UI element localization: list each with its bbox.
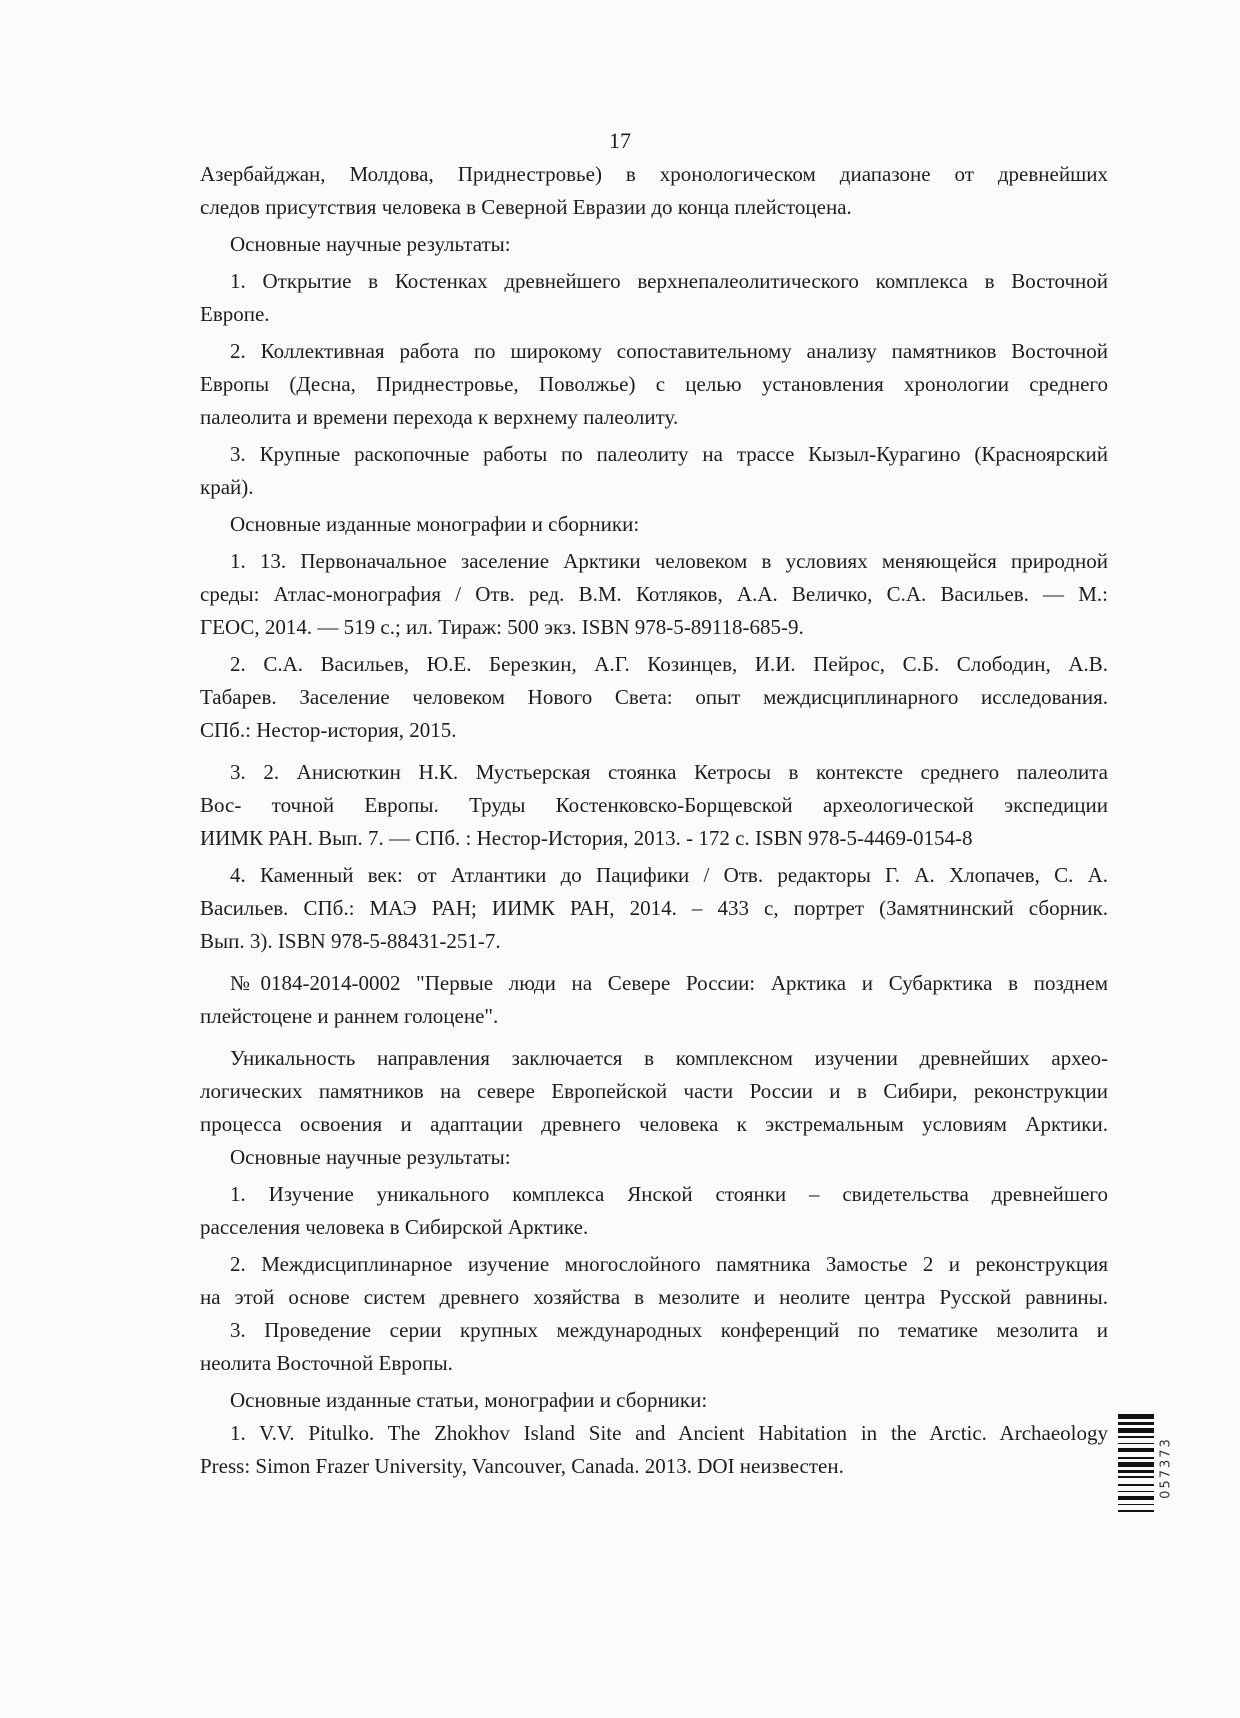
list-item-line: 3. Крупные раскопочные работы по палеолиту на трассе Кызыл-Курагино (Красноярский: [230, 442, 1108, 466]
paragraph-line: следов присутствия человека в Северной Евразии до конца плейстоцена.: [200, 195, 852, 219]
list-item-line: расселения человека в Сибирской Арктике.: [200, 1215, 589, 1239]
section-heading: Основные изданные монографии и сборники:: [230, 512, 640, 536]
barcode-bar: [1118, 1428, 1154, 1433]
barcode-bar: [1118, 1422, 1154, 1425]
paragraph-line: процесса освоения и адаптации древнего человека к экстремальным условиям Арктики.: [200, 1112, 1108, 1136]
paragraph-line: Уникальность направления заключается в комплексном изучении древнейших архео-: [230, 1046, 1108, 1070]
barcode-bar: [1118, 1504, 1154, 1506]
list-item-line: 1. Открытие в Костенках древнейшего верхнепалеолитического комплекса в Восточной: [230, 269, 1108, 293]
barcode-bar: [1118, 1484, 1154, 1486]
paragraph-line: Азербайджан, Молдова, Приднестровье) в хронологическом диапазоне от древнейших: [200, 162, 1108, 186]
section-heading: Основные изданные статьи, монографии и сборники:: [230, 1388, 708, 1412]
list-item-line: палеолита и времени перехода к верхнему палеолиту.: [200, 405, 679, 429]
barcode-bar: [1118, 1414, 1154, 1419]
bibliography-line: Васильев. СПб.: МАЭ РАН; ИИМК РАН, 2014. – 433 с, портрет (Замятнинский сборник.: [200, 896, 1108, 920]
bibliography-line: 3. 2. Анисюткин Н.К. Мустьерская стоянка Кетросы в контексте среднего палеолита: [230, 760, 1108, 784]
barcode-bar: [1118, 1462, 1154, 1467]
list-item-line: Европы (Десна, Приднестровье, Поволжье) с целью установления хронологии среднего: [200, 372, 1108, 396]
bibliography-line: Press: Simon Frazer University, Vancouver, Canada. 2013. DOI неизвестен.: [200, 1454, 844, 1478]
list-item-line: неолита Восточной Европы.: [200, 1351, 453, 1375]
bibliography-line: среды: Атлас-монография / Отв. ред. В.М. Котляков, А.А. Величко, С.А. Васильев. — М.:: [200, 582, 1108, 606]
bibliography-line: СПб.: Нестор-история, 2015.: [200, 718, 457, 742]
bibliography-line: ИИМК РАН. Вып. 7. — СПб. : Нестор-История, 2013. - 172 с. ISBN 978-5-4469-0154-8: [200, 826, 973, 850]
bibliography-line: Вып. 3). ISBN 978-5-88431-251-7.: [200, 929, 501, 953]
barcode-bar: [1118, 1476, 1154, 1478]
project-title-line: №0184-2014-0002 "Первые люди на Севере России: Арктика и Субарктика в позднем: [230, 971, 1108, 995]
list-item-line: 2. Коллективная работа по широкому сопоставительному анализу памятников Восточной: [230, 339, 1108, 363]
list-item-line: 2. Междисциплинарное изучение многослойного памятника Замостье 2 и реконструкция: [230, 1252, 1108, 1276]
project-title-line: плейстоцене и раннем голоцене".: [200, 1004, 499, 1028]
barcode-bar: [1118, 1496, 1154, 1501]
section-heading: Основные научные результаты:: [230, 232, 511, 256]
barcode: [1118, 1414, 1154, 1524]
document-body: [200, 158, 1108, 1483]
bibliography-line: 1. V.V. Pitulko. The Zhokhov Island Site and Ancient Habitation in the Arctic. Archaeology: [230, 1421, 1108, 1445]
bibliography-line: Табарев. Заселение человеком Нового Света: опыт междисциплинарного исследования.: [200, 685, 1108, 709]
section-heading: Основные научные результаты:: [230, 1145, 511, 1169]
barcode-bar: [1118, 1436, 1154, 1438]
bibliography-line: 2. С.А. Васильев, Ю.Е. Березкин, А.Г. Козинцев, И.И. Пейрос, С.Б. Слободин, А.В.: [230, 652, 1108, 676]
paragraph-line: логических памятников на севере Европейской части России и в Сибири, реконструкции: [200, 1079, 1108, 1103]
barcode-bar: [1118, 1491, 1154, 1493]
list-item-line: на этой основе систем древнего хозяйства в мезолите и неолите центра Русской равнины.: [200, 1285, 1108, 1309]
barcode-bar: [1118, 1443, 1154, 1445]
bibliography-line: Вос- точной Европы. Труды Костенковско-Борщевской археологической экспедиции: [200, 793, 1108, 817]
bibliography-line: ГЕОС, 2014. — 519 с.; ил. Тираж: 500 экз. ISBN 978-5-89118-685-9.: [200, 615, 804, 639]
list-item-line: Европе.: [200, 302, 270, 326]
barcode-number: 057373: [1158, 1437, 1174, 1499]
bibliography-line: 4. Каменный век: от Атлантики до Пацифики / Отв. редакторы Г. А. Хлопачев, С. А.: [230, 863, 1108, 887]
page-number: 17: [609, 128, 631, 153]
list-item-line: край).: [200, 475, 254, 499]
list-item-line: 3. Проведение серии крупных международных конференций по тематике мезолита и: [230, 1318, 1108, 1342]
bibliography-line: 1. 13. Первоначальное заселение Арктики человеком в условиях меняющейся природной: [230, 549, 1108, 573]
list-item-line: 1. Изучение уникального комплекса Янской стоянки – свидетельства древнейшего: [230, 1182, 1108, 1206]
barcode-bar: [1118, 1457, 1154, 1459]
barcode-bar: [1118, 1448, 1154, 1453]
barcode-bar: [1118, 1510, 1154, 1512]
barcode-bar: [1118, 1470, 1154, 1473]
